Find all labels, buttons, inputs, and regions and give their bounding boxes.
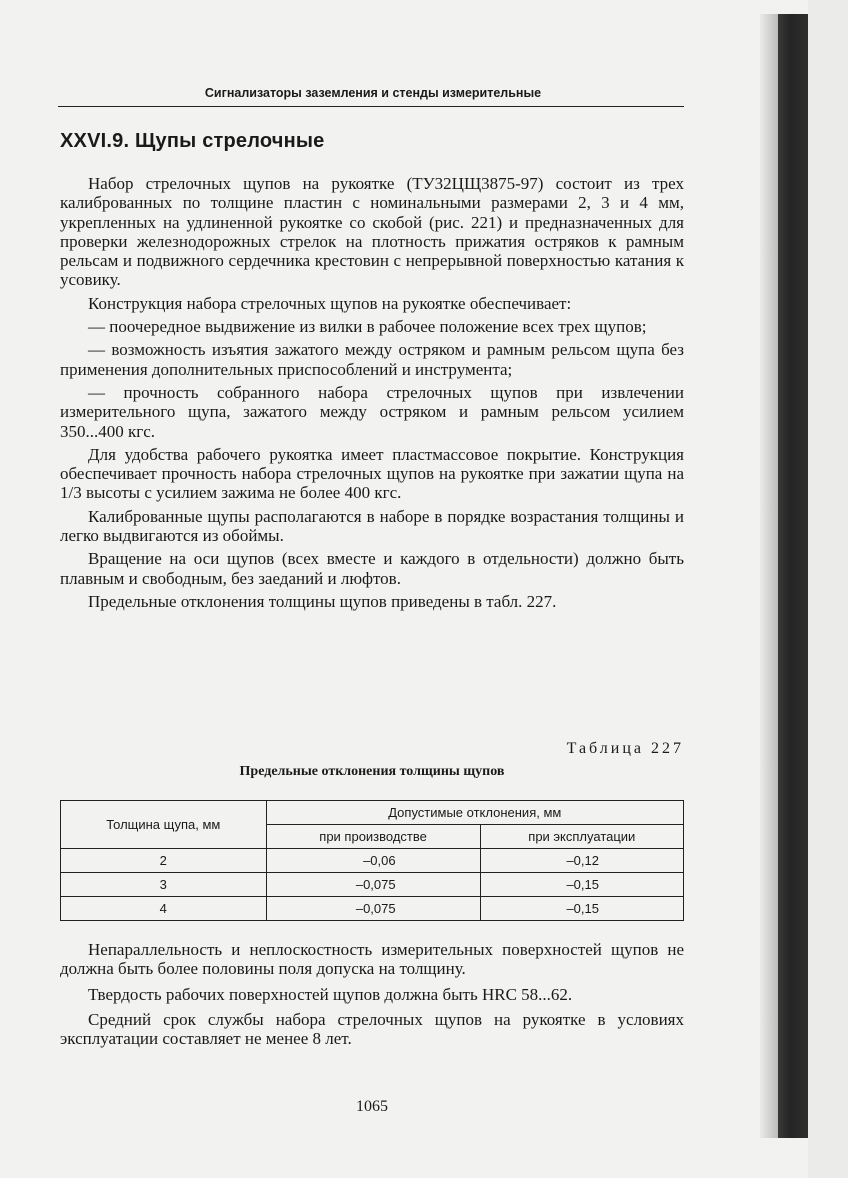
paragraph: Вращение на оси щупов (всех вместе и каждого в отдельности) должно быть плавным и свободным, без заеданий и люфтов.: [60, 549, 684, 588]
list-item: — поочередное выдвижение из вилки в рабочее положение всех трех щупов;: [88, 317, 647, 337]
paragraph: Конструкция набора стрелочных щупов на рукоятке обеспечивает:: [88, 293, 572, 313]
book-spine: [778, 14, 808, 1138]
table-number: Таблица 227: [566, 740, 684, 757]
paragraph: Предельные отклонения толщины щупов приведены в табл. 227.: [88, 591, 557, 611]
cell-production: –0,075: [266, 897, 480, 921]
cell-production: –0,06: [266, 849, 480, 873]
section-title: XXVI.9. Щупы стрелочные: [60, 130, 325, 152]
paragraph: Твердость рабочих поверхностей щупов должна быть HRC 58...62.: [88, 984, 573, 1004]
book-spine-shadow: [760, 14, 778, 1138]
cell-thickness: 3: [61, 873, 267, 897]
paragraph: Для удобства рабочего рукоятка имеет пластмассовое покрытие. Конструкция обеспечивает прочность набора стрелочных щупов на рукоятке при зажатии щупа на 1/3 высоты с усилием зажима не более 400 кгс.: [60, 444, 684, 503]
body-text: [60, 174, 684, 615]
list-item: — прочность собранного набора стрелочных щупов при извлечении измерительного щупа, зажатого между остряком и рамным рельсом усилием 350...400 кгс.: [60, 382, 684, 441]
cell-thickness: 2: [61, 849, 267, 873]
table-row: [61, 873, 684, 897]
table-row: [61, 849, 684, 873]
header-operation: при эксплуатации: [480, 825, 683, 849]
closing-text: [60, 940, 684, 1054]
paragraph: Набор стрелочных щупов на рукоятке (ТУ32ЦЩ3875-97) состоит из трех калиброванных по толщине пластин с номинальными размерами 2, 3 и 4 мм, укрепленных на удлиненной рукоятке со скобой (рис. 221) и предназначенных для проверки железнодорожных стрелок на плотность прижатия остряков к рамным рельсам и подвижного сердечника крестовин с непрерывной поверхностью катания к усовику.: [60, 174, 684, 290]
page-number: 1065: [356, 1098, 388, 1115]
paragraph: Средний срок службы набора стрелочных щупов на рукоятке в условиях эксплуатации составляет не менее 8 лет.: [60, 1009, 684, 1049]
table-caption: Предельные отклонения толщины щупов: [239, 764, 505, 779]
table-row: [61, 897, 684, 921]
table-header-row: [61, 801, 684, 825]
header-thickness: Толщина щупа, мм: [61, 801, 267, 849]
header-rule: [58, 106, 684, 107]
cell-thickness: 4: [61, 897, 267, 921]
cell-operation: –0,12: [480, 849, 683, 873]
cell-operation: –0,15: [480, 897, 683, 921]
cell-production: –0,075: [266, 873, 480, 897]
page-edge: [808, 0, 848, 1178]
paragraph: Непараллельность и неплоскостность измерительных поверхностей щупов не должна быть более половины поля допуска на толщину.: [60, 940, 684, 979]
cell-operation: –0,15: [480, 873, 683, 897]
header-deviations: Допустимые отклонения, мм: [266, 801, 683, 825]
paragraph: Калиброванные щупы располагаются в наборе в порядке возрастания толщины и легко выдвигаются из обоймы.: [60, 506, 684, 546]
deviations-table: [60, 800, 684, 921]
list-item: — возможность изъятия зажатого между остряком и рамным рельсом щупа без применения дополнительных приспособлений и инструмента;: [60, 340, 684, 379]
header-production: при производстве: [266, 825, 480, 849]
running-head: Сигнализаторы заземления и стенды измерительные: [204, 86, 542, 100]
